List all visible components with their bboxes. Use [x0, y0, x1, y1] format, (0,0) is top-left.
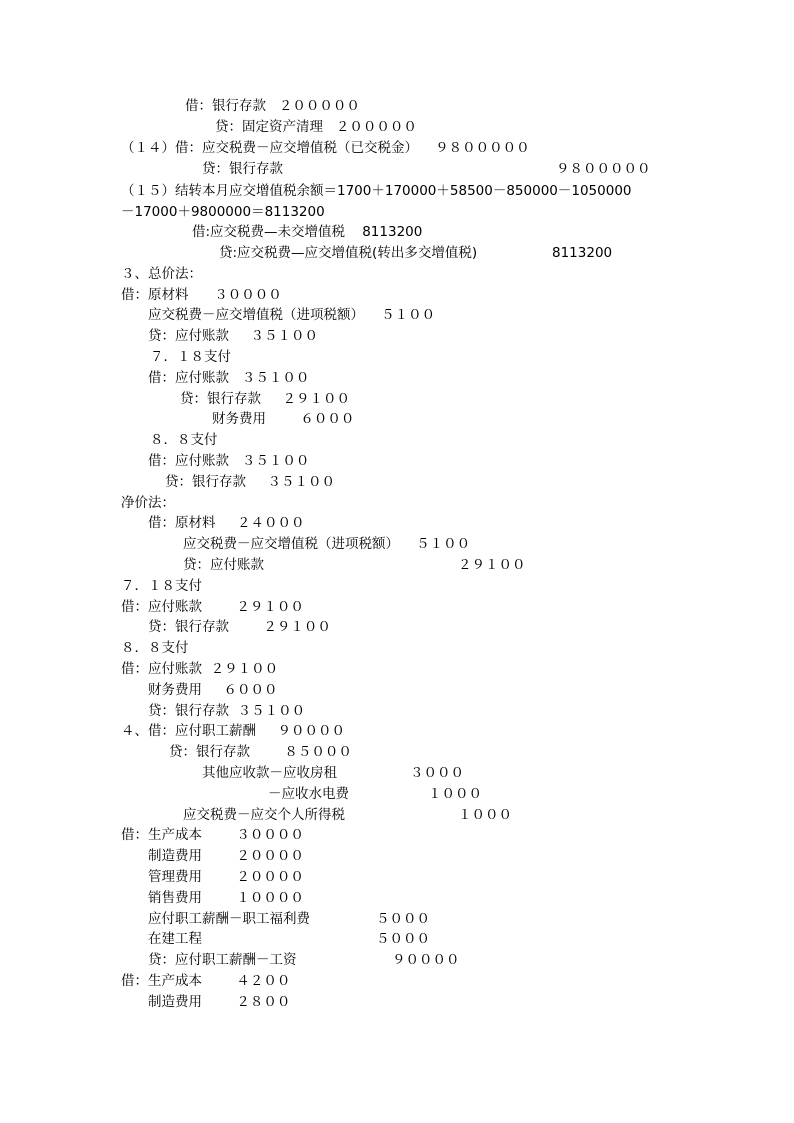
text-line: ５０００ [376, 931, 430, 947]
text-line: ２９１００ [458, 557, 526, 573]
text-line: 借：银行存款 ２０００００ [185, 98, 360, 114]
text-line: 管理费用 ２００００ [148, 869, 304, 885]
text-line: ９００００ [392, 952, 460, 968]
text-line: （１４）借：应交税费－应交增值税（已交税金） ９８０００００ [121, 140, 530, 156]
text-line: ８．８支付 [121, 640, 189, 656]
text-line: 贷：银行存款 ２９１００ [148, 619, 331, 635]
text-line: 净价法： [121, 495, 175, 511]
text-line: 贷：固定资产清理 ２０００００ [215, 119, 417, 135]
text-line: 财务费用 ６０００ [212, 411, 355, 427]
text-line: ３、总价法： [121, 266, 202, 282]
text-line: 8113200 [552, 245, 613, 261]
text-line: ５０００ [376, 911, 430, 927]
text-line: 贷：应付职工薪酬－工资 [148, 952, 297, 968]
text-line: 销售费用 １００００ [148, 890, 304, 906]
text-line: 贷：银行存款 [202, 161, 283, 177]
text-line: 贷：银行存款 ８５０００ [169, 744, 352, 760]
text-line: 财务费用 ６０００ [148, 682, 278, 698]
text-line: 制造费用 ２８００ [148, 994, 291, 1010]
text-line: 制造费用 ２００００ [148, 848, 304, 864]
text-line: 借：应付账款 ３５１００ [148, 370, 310, 386]
text-line: ８．８支付 [150, 432, 218, 448]
text-line: ９８０００００ [556, 161, 651, 177]
text-line: 借：生产成本 ３００００ [121, 827, 304, 843]
text-line: 应交税费－应交个人所得税 [183, 807, 345, 823]
text-line: 应交税费－应交增值税（进项税额） ５１００ [183, 536, 471, 552]
text-line: （１５）结转本月应交增值税余额＝1700＋170000＋58500－850000－1050000 [121, 183, 632, 199]
text-line: －应收水电费 [268, 786, 349, 802]
text-line: 应交税费－应交增值税（进项税额） ５１００ [148, 307, 436, 323]
text-line: ７．１８支付 [150, 349, 231, 365]
text-line: ４、借：应付职工薪酬 ９００００ [121, 723, 345, 739]
text-line: 借:应交税费—未交增值税 8113200 [192, 224, 423, 240]
text-line: １０００ [458, 807, 512, 823]
text-line: 借：应付账款 ２９１００ [121, 599, 304, 615]
text-line: 贷：应付账款 ３５１００ [148, 328, 318, 344]
text-line: 借：原材料 ２４０００ [148, 515, 305, 531]
text-line: ３０００ [410, 765, 464, 781]
text-line: 借：生产成本 ４２００ [121, 973, 291, 989]
text-line: 贷:应交税费—应交增值税(转出多交增值税) [219, 245, 478, 261]
text-line: 借：应付账款 ３５１００ [148, 453, 310, 469]
text-line: 贷：应付账款 [183, 557, 264, 573]
text-line: 贷：银行存款 ３５１００ [148, 703, 306, 719]
text-line: 贷：银行存款 ３５１００ [165, 474, 335, 490]
text-line: 应付职工薪酬－职工福利费 [148, 911, 310, 927]
text-line: １０００ [428, 786, 482, 802]
text-line: 贷：银行存款 ２９１００ [180, 391, 350, 407]
text-line: 其他应收款－应收房租 [202, 765, 337, 781]
text-line: 借：原材料 ３００００ [121, 287, 282, 303]
text-line: 在建工程 [148, 931, 202, 947]
text-line: ７．１８支付 [121, 578, 202, 594]
text-line: 借：应付账款 ２９１００ [121, 661, 279, 677]
text-line: －17000＋9800000＝8113200 [121, 204, 325, 220]
